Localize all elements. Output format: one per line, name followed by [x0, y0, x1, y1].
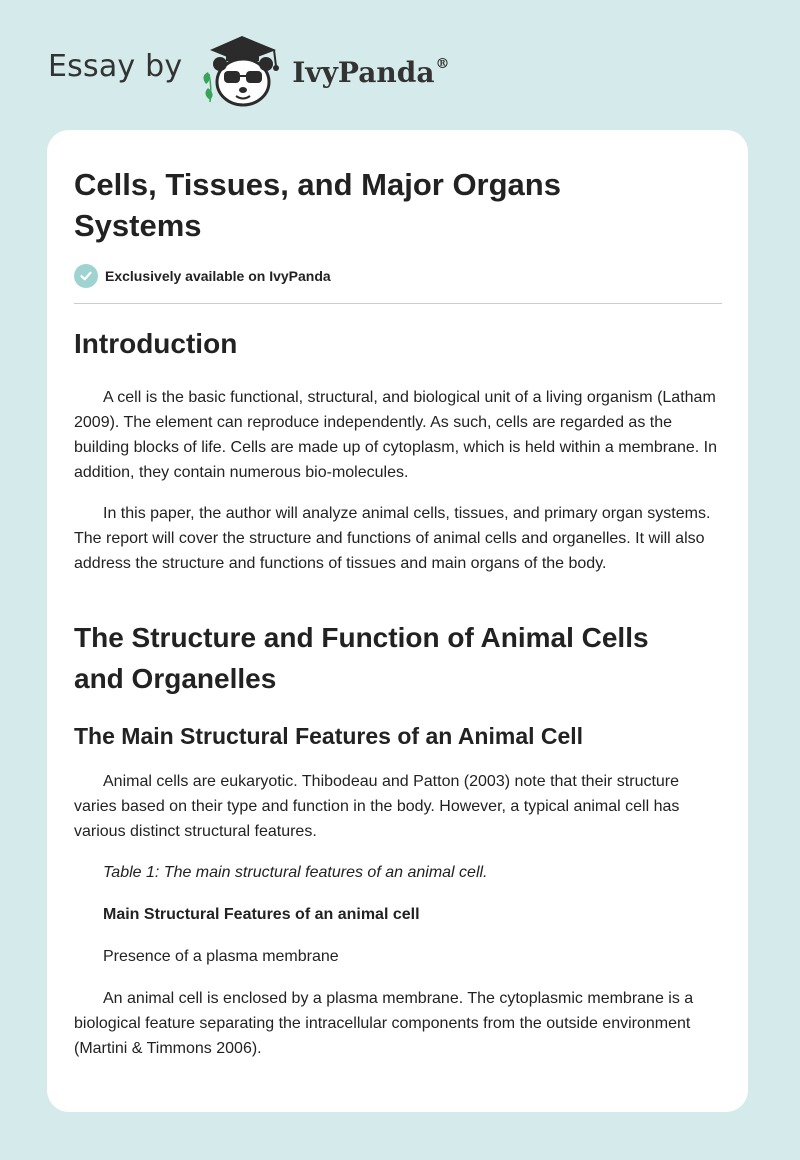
essay-title: Cells, Tissues, and Major Organs Systems [74, 167, 561, 243]
intro-paragraph-2: In this paper, the author will analyze animal cells, tissues, and primary organ systems. The report will cover the structure and functions of animal cells and organelles. It will also address the structure and functions of tissues and main organs of the body. [74, 505, 711, 572]
structural-features-heading: The Main Structural Features of an Animal Cell [74, 723, 584, 749]
check-circle-icon [74, 264, 98, 288]
panda-logo-icon[interactable] [196, 30, 288, 110]
table-caption: Table 1: The main structural features of an animal cell. [103, 864, 488, 881]
features-paragraph: Animal cells are eukaryotic. Thibodeau and Patton (2003) note that their structure varies based on their type and function in the body. However, a typical animal cell has various distinct structural features. [74, 773, 680, 840]
exclusive-badge [74, 264, 331, 288]
membrane-paragraph: An animal cell is enclosed by a plasma membrane. The cytoplasmic membrane is a biological feature separating the intracellular components from the outside environment (Martini & Timmons 2006). [74, 990, 694, 1057]
structure-function-heading: The Structure and Function of Animal Cells and Organelles [74, 622, 649, 694]
exclusive-badge-text: Exclusively available on IvyPanda [105, 268, 331, 284]
table-row: Presence of a plasma membrane [103, 948, 339, 965]
brand-prefix: Essay by [48, 48, 183, 84]
table-header: Main Structural Features of an animal cell [103, 906, 420, 923]
introduction-heading: Introduction [74, 328, 238, 359]
intro-paragraph-1: A cell is the basic functional, structural, and biological unit of a living organism (Latham 2009). The element can reproduce independently. As such, cells are regarded as the building blocks of life. Cells are made up of cytoplasm, which is held within a membrane. In addition, they contain numerous bio-molecules. [74, 389, 717, 481]
brand-name: IvyPanda® [292, 55, 450, 89]
registered-mark: ® [435, 55, 450, 72]
essay-card [47, 130, 748, 1112]
title-divider [74, 303, 722, 304]
site-header [48, 30, 449, 110]
